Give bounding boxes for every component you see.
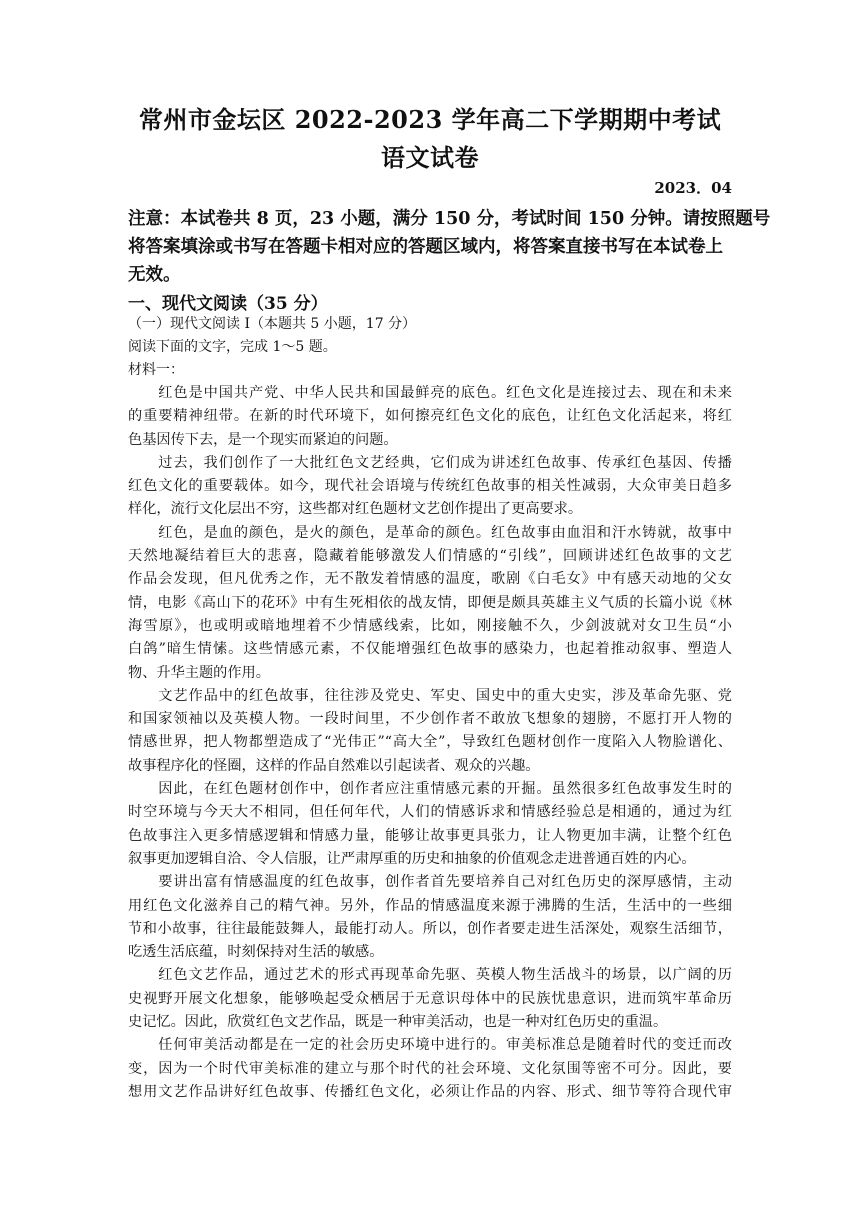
passage-line: 变，因为一个时代审美标准的建立与那个时代的社会环境、文化氛围等密不可分。因此，要	[128, 1060, 732, 1077]
passage-line: 样化，流行文化层出不穷，这些都对红色题材文艺创作提出了更高要求。	[128, 501, 583, 518]
passage-line: 色基因传下去，是一个现实而紧迫的问题。	[128, 431, 398, 448]
passage-line: 物、升华主题的作用。	[128, 664, 270, 681]
passage-line: 的重要精神纽带。在新的时代环境下，如何擦亮红色文化的底色，让红色文化活起来，将红	[128, 408, 732, 425]
passage-line: 史记忆。因此，欣赏红色文艺作品，既是一种审美活动，也是一种对红色历史的重温。	[128, 1014, 668, 1031]
passage-line: 要讲出富有情感温度的红色故事，创作者首先要培养自己对红色历史的深厚感情，主动	[128, 874, 732, 891]
passage-line: 红色文艺作品，通过艺术的形式再现革命先驱、英模人物生活战斗的场景，以广阔的历	[128, 967, 732, 984]
exam-notice	[128, 205, 771, 289]
passage-paragraph	[128, 1034, 732, 1104]
passage-line: 时空环境与今天大不相同，但任何年代，人们的情感诉求和情感经验总是相通的，通过为红	[128, 804, 732, 821]
section-heading: 一、现代文阅读（35 分）	[128, 294, 328, 314]
passage-line: 吃透生活底蕴，时刻保持对生活的敏感。	[128, 944, 384, 961]
passage-line: 文艺作品中的红色故事，往往涉及党史、军史、国史中的重大史实，涉及革命先驱、党	[128, 687, 732, 704]
passage-paragraph	[128, 871, 732, 964]
passage-paragraph	[128, 685, 732, 778]
notice-line: 注意：本试卷共 8 页，23 小题，满分 150 分，考试时间 150 分钟。请按照题号	[128, 209, 771, 229]
passage-paragraph	[128, 778, 732, 871]
passage-line: 情感世界，把人物都塑造成了“光伟正”“高大全”，导致红色题材创作一度陷入人物脸谱化、	[128, 734, 732, 751]
reading-instruction: 阅读下面的文字，完成 1～5 题。	[128, 339, 337, 355]
passage-line: 作品会发现，但凡优秀之作，无不散发着情感的温度，歌剧《白毛女》中有感天动地的父女	[128, 571, 732, 588]
passage-line: 红色是中国共产党、中华人民共和国最鲜亮的底色。红色文化是连接过去、现在和未来	[128, 385, 732, 401]
passage-paragraph	[128, 382, 732, 452]
passage-line: 叙事更加逻辑自洽、令人信服，让严肃厚重的历史和抽象的价值观念走进普通百姓的内心。	[128, 850, 696, 867]
exam-subtitle: 语文试卷	[381, 143, 479, 172]
passage-line: 海雪原》，也或明或暗地埋着不少情感线索，比如，刚接触不久，少剑波就对女卫生员“小	[128, 617, 732, 634]
sub-heading: （一）现代文阅读 I（本题共 5 小题，17 分）	[128, 316, 417, 332]
passage-line: 节和小故事，往往最能鼓舞人，最能打动人。所以，创作者要走进生活深处，观察生活细节，	[128, 920, 732, 937]
passage-line: 情，电影《高山下的花环》中有生死相依的战友情，即便是颇具英雄主义气质的长篇小说《林	[128, 594, 732, 611]
passage-line: 过去，我们创作了一大批红色文艺经典，它们成为讲述红色故事、传承红色基因、传播	[128, 454, 732, 471]
passage-line: 白鸽”暗生情愫。这些情感元素，不仅能增强红色故事的感染力，也起着推动叙事、塑造人	[128, 641, 732, 658]
passage-line: 故事程序化的怪圈，这样的作品自然难以引起读者、观众的兴趣。	[128, 757, 540, 774]
exam-title: 常州市金坛区 2022-2023 学年高二下学期期中考试	[138, 105, 722, 134]
passage-line: 红色文化的重要载体。如今，现代社会语境与传统红色故事的相关性减弱，大众审美日趋多	[128, 478, 732, 495]
notice-line: 无效。	[128, 265, 181, 285]
passage-line: 天然地凝结着巨大的悲喜，隐藏着能够激发人们情感的“引线”，回顾讲述红色故事的文艺	[128, 548, 732, 565]
material-label: 材料一：	[128, 362, 184, 378]
exam-date: 2023．04	[654, 179, 732, 197]
reading-passage	[128, 382, 732, 1104]
passage-paragraph	[128, 964, 732, 1034]
passage-line: 和国家领袖以及英模人物。一段时间里，不少创作者不敢放飞想象的翅膀，不愿打开人物的	[128, 711, 732, 728]
passage-line: 任何审美活动都是在一定的社会历史环境中进行的。审美标准总是随着时代的变迁而改	[128, 1037, 732, 1054]
passage-line: 因此，在红色题材创作中，创作者应注重情感元素的开掘。虽然很多红色故事发生时的	[128, 781, 732, 798]
notice-line: 将答案填涂或书写在答题卡相对应的答题区域内，将答案直接书写在本试卷上	[128, 237, 723, 257]
passage-line: 色故事注入更多情感逻辑和情感力量，能够让故事更具张力，让人物更加丰满，让整个红色	[128, 827, 732, 844]
passage-paragraph	[128, 522, 732, 685]
passage-line: 想用文艺作品讲好红色故事、传播红色文化，必须让作品的内容、形式、细节等符合现代审	[128, 1083, 732, 1100]
passage-line: 红色，是血的颜色，是火的颜色，是革命的颜色。红色故事由血泪和汗水铸就，故事中	[128, 524, 732, 541]
passage-line: 史视野开展文化想象，能够唤起受众栖居于无意识母体中的民族忧患意识，进而筑牢革命历	[128, 990, 732, 1007]
passage-line: 用红色文化滋养自己的精气神。另外，作品的情感温度来源于沸腾的生活，生活中的一些细	[128, 897, 732, 914]
passage-paragraph	[128, 452, 732, 522]
